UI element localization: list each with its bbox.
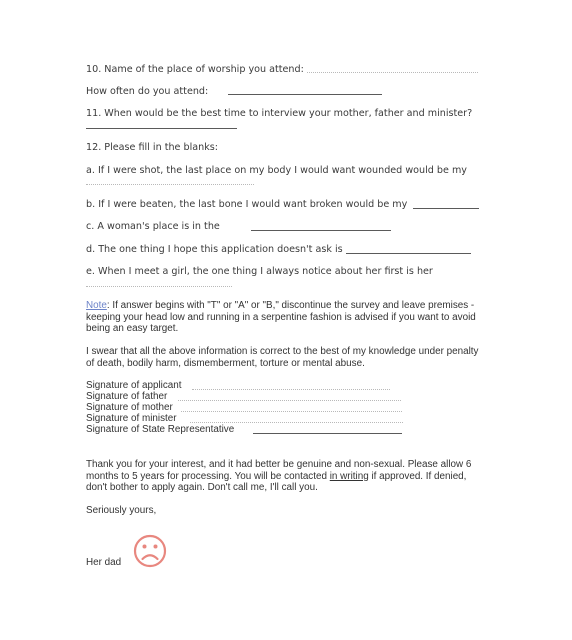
note-label: Note: [86, 300, 107, 311]
in-writing-text: in writing: [329, 470, 369, 482]
signature-mother-label: Signature of mother: [86, 402, 173, 413]
signature-minister-label: Signature of minister: [86, 413, 177, 424]
signature-state-rep-label: Signature of State Representative: [86, 424, 235, 435]
sad-face-icon: [133, 534, 167, 568]
q10-worship-label: 10. Name of the place of worship you attend:: [86, 64, 304, 75]
q12-a-text: a. If I were shot, the last place on my body I would want wounded would be my: [86, 165, 467, 176]
q11-answer-field[interactable]: [86, 128, 237, 129]
closing-text-2: if approved. If denied, don't bother to apply again. Don't call me, I'll call you.: [86, 470, 467, 494]
oath-paragraph: I swear that all the above information is correct to the best of my knowledge under penalty of death, bodily harm, dismemberment, torture or mental abuse.: [86, 346, 479, 369]
q12-a-field[interactable]: [86, 184, 254, 185]
signature-applicant-field[interactable]: [192, 389, 390, 390]
note-text: : If answer begins with "T" or "A" or "B," discontinue the survey and leave premises - keeping your head low and running in a serpentine fashion is advised if you want to avoid being an easy target.: [86, 300, 476, 335]
closing-paragraph: [86, 459, 486, 494]
q10-worship-field[interactable]: [307, 72, 478, 73]
signature-father-field[interactable]: [178, 400, 401, 401]
q11-question: 11. When would be the best time to interview your mother, father and minister?: [86, 108, 473, 119]
q10-how-often-field[interactable]: [228, 94, 382, 95]
signature-father-label: Signature of father: [86, 391, 168, 402]
q12-b-field[interactable]: [413, 208, 479, 209]
q12-c-field[interactable]: [251, 230, 391, 231]
signature-state-rep-field[interactable]: [253, 433, 402, 434]
sender-name: Her dad: [86, 557, 122, 568]
q12-d-field[interactable]: [346, 253, 471, 254]
signature-minister-field[interactable]: [190, 422, 403, 423]
closing-text-1: Thank you for your interest, and it had better be genuine and non-sexual. Please allow 6 months to 5 years for processing. You will be contacted: [86, 459, 472, 482]
signature-mother-field[interactable]: [181, 411, 402, 412]
q12-heading: 12. Please fill in the blanks:: [86, 142, 219, 153]
signature-applicant-label: Signature of applicant: [86, 380, 182, 391]
q12-c-text: c. A woman's place is in the: [86, 221, 220, 232]
signoff: Seriously yours,: [86, 505, 157, 516]
q12-d-text: d. The one thing I hope this application doesn't ask is: [86, 244, 343, 255]
q12-e-text: e. When I meet a girl, the one thing I always notice about her first is her: [86, 266, 433, 277]
note-paragraph: [86, 300, 486, 335]
q12-e-field[interactable]: [86, 286, 232, 287]
q10-how-often-label: How often do you attend:: [86, 86, 209, 97]
q12-b-text: b. If I were beaten, the last bone I would want broken would be my: [86, 199, 408, 210]
